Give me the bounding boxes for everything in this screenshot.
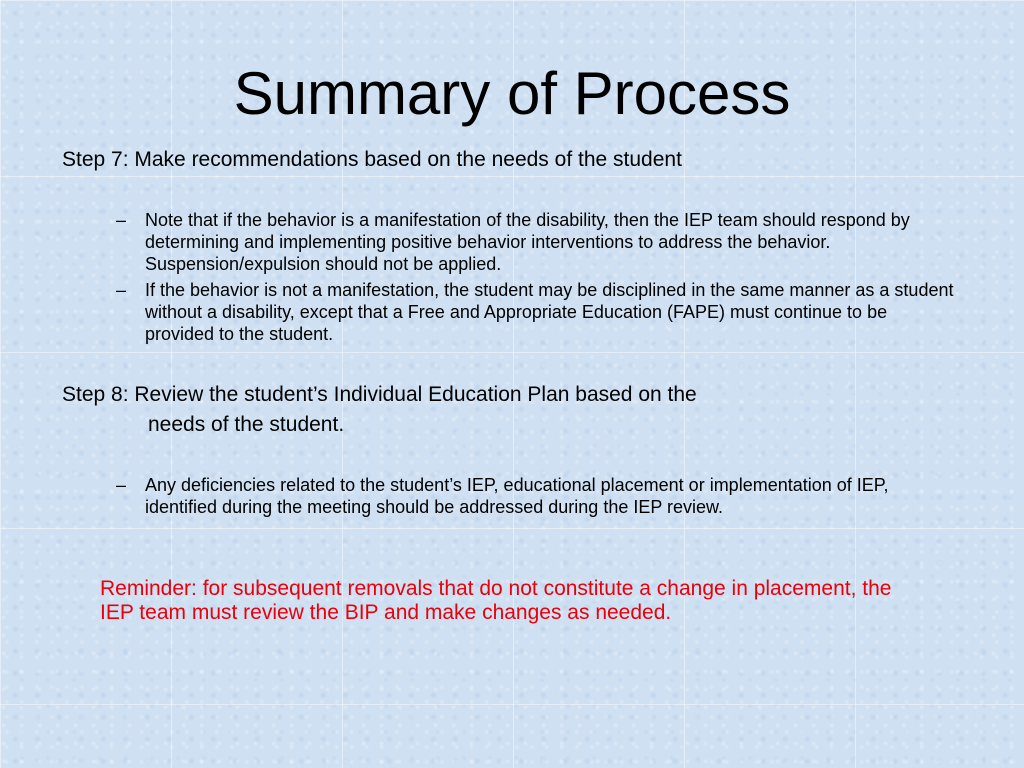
step-7-bullet-2-text: If the behavior is not a manifestation, the student may be disciplined in the same manner as a student without a disability, except that a Free and Appropriate Education (FAPE) must continue to be provided to the student. [145, 280, 954, 344]
step-8-bullet-1 [110, 474, 960, 518]
bullet-dash: – [116, 210, 127, 230]
step-8-bullet-1-text: Any deficiencies related to the student’s IEP, educational placement or implementation of IEP, identified during the meeting should be addressed during the IEP review. [145, 475, 889, 517]
step-8-heading-line-1: Step 8: Review the student’s Individual Education Plan based on the [62, 383, 697, 406]
reminder-note: Reminder: for subsequent removals that do not constitute a change in placement, the IEP team must review the BIP and make changes as needed. [100, 577, 892, 624]
step-8-heading-line-2: needs of the student. [148, 413, 345, 436]
step-8-heading [62, 380, 962, 440]
step-7-heading: Step 7: Make recommendations based on the needs of the student [62, 148, 682, 171]
slide-title: Summary of Process [233, 60, 791, 127]
step-8-bullet-list [110, 474, 960, 522]
step-7-bullet-2 [110, 279, 960, 345]
step-7-bullet-1 [110, 209, 960, 275]
step-7-bullet-1-text: Note that if the behavior is a manifestation of the disability, then the IEP team should respond by determining and implementing positive behavior interventions to address the behavior. Suspension/expulsion should not be applied. [145, 210, 910, 274]
bullet-dash: – [116, 475, 127, 495]
step-7-bullet-list [110, 209, 960, 349]
bullet-dash: – [116, 280, 127, 300]
